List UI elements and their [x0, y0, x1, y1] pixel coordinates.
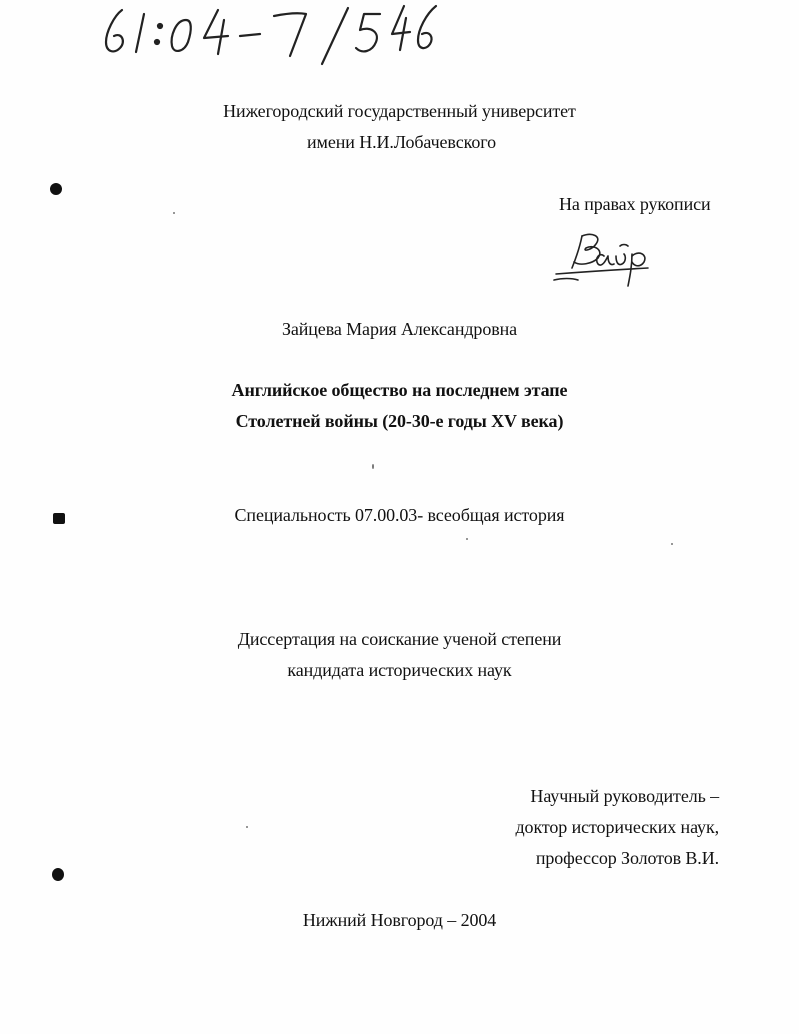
dissertation-title-line1: Английское общество на последнем этапе — [231, 380, 568, 400]
author-name: Зайцева Мария Александровна — [281, 319, 518, 339]
scan-speck — [671, 543, 673, 545]
supervisor-label: Научный руководитель – — [530, 786, 719, 806]
place-and-year: Нижний Новгород – 2004 — [302, 910, 497, 930]
handwritten-archive-number — [100, 2, 440, 72]
binding-hole-mark — [50, 183, 62, 195]
supervisor-name: профессор Золотов В.И. — [535, 848, 719, 868]
university-honorific: имени Н.И.Лобачевского — [307, 132, 496, 152]
degree-line2: кандидата исторических наук — [287, 660, 512, 680]
scan-speck — [246, 826, 248, 828]
degree-line1: Диссертация на соискание ученой степени — [237, 629, 562, 649]
dissertation-title-line2: Столетней войны (20-30-е годы XV века) — [235, 411, 564, 431]
specialty: Специальность 07.00.03- всеобщая история — [234, 505, 565, 525]
supervisor-degree: доктор исторических наук, — [515, 817, 719, 837]
manuscript-rights-note: На правах рукописи — [559, 194, 711, 214]
author-signature — [552, 226, 664, 294]
binding-hole-mark — [52, 868, 64, 881]
university-name: Нижегородский государственный университет — [223, 101, 576, 121]
scan-speck — [173, 212, 175, 214]
binding-hole-mark — [53, 513, 65, 524]
scan-speck — [372, 464, 374, 469]
scan-speck — [466, 538, 468, 540]
